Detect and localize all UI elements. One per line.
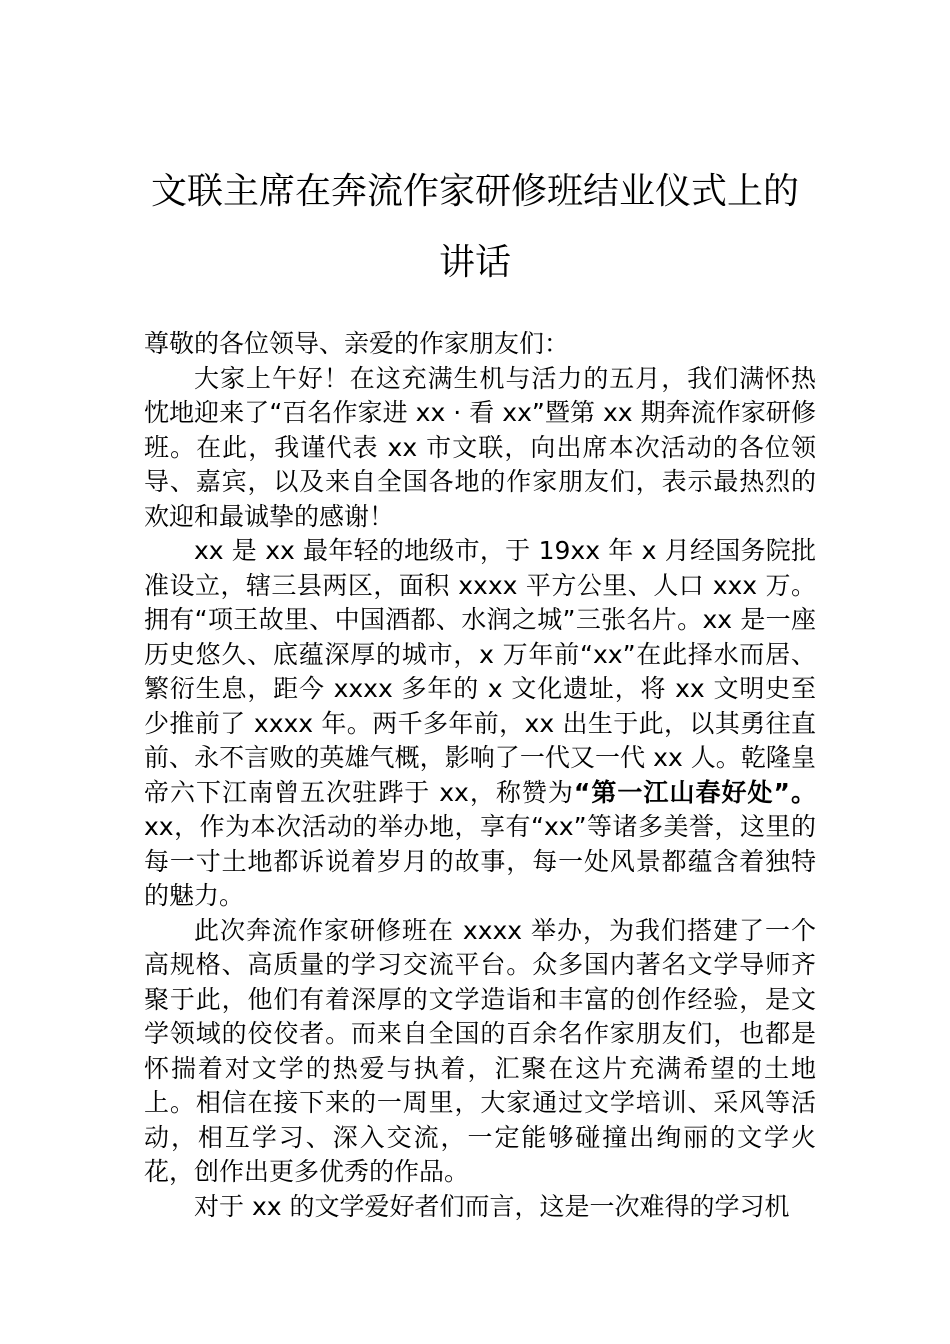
- paragraph-city-intro-text-2: xx，作为本次活动的举办地，享有“xx”等诸多美誉，这里的每一寸土地都诉说着岁月的故事，每一处风景都蕴含着独特的魅力。: [144, 812, 816, 910]
- document-title-line-1: 文联主席在奔流作家研修班结业仪式上的: [150, 171, 799, 212]
- paragraph-city-intro: [144, 534, 816, 914]
- paragraph-greeting: [144, 362, 816, 535]
- paragraph-city-intro-text-1: xx 是 xx 最年轻的地级市，于 19xx 年 x 月经国务院批准设立，辖三县两区，面积 xxxx 平方公里、人口 xxx 万。拥有“项王故里、中国酒都、水润之城”三张名片。xx 是一座历史悠久、底蕴深厚的城市，x 万年前“xx”在此择水而居、繁衍生息，距今 xxxx 多年的 x 文化遗址，将 xx 文明史至少推前了 xxxx 年。两千多年前，xx 出生于此，以其勇往直前、永不言败的英雄气概，影响了一代又一代 xx 人。乾隆皇帝六下江南曾五次驻跸于 xx，称赞为: [144, 536, 816, 807]
- paragraph-workshop: [144, 914, 816, 1190]
- paragraph-workshop-text: 此次奔流作家研修班在 xxxx 举办，为我们搭建了一个高规格、高质量的学习交流平台。众多国内著名文学导师齐聚于此，他们有着深厚的文学造诣和丰富的创作经验，是文学领域的佼佼者。而来自全国的百余名作家朋友们，也都是怀揣着对文学的热爱与执着，汇聚在这片充满希望的土地上。相信在接下来的一周里，大家通过文学培训、采风等活动，相互学习、深入交流，一定能够碰撞出绚丽的文学火花，创作出更多优秀的作品。: [144, 915, 816, 1186]
- document-body: [144, 327, 816, 1224]
- emphasized-quote: “第一江山春好处”。: [573, 777, 816, 807]
- paragraph-local-writers-text: 对于 xx 的文学爱好者们而言，这是一次难得的学习机: [194, 1191, 790, 1221]
- salutation: 尊敬的各位领导、亲爱的作家朋友们：: [144, 329, 570, 358]
- document-title-line-2: 讲话: [438, 242, 511, 283]
- paragraph-greeting-text: 大家上午好！在这充满生机与活力的五月，我们满怀热忱地迎来了“百名作家进 xx · 看 xx”暨第 xx 期奔流作家研修班。在此，我谨代表 xx 市文联，向出席本次活动的各位领导、嘉宾，以及来自全国各地的作家朋友们，表示最热烈的欢迎和最诚挚的感谢！: [144, 363, 816, 531]
- paragraph-local-writers: [144, 1190, 816, 1225]
